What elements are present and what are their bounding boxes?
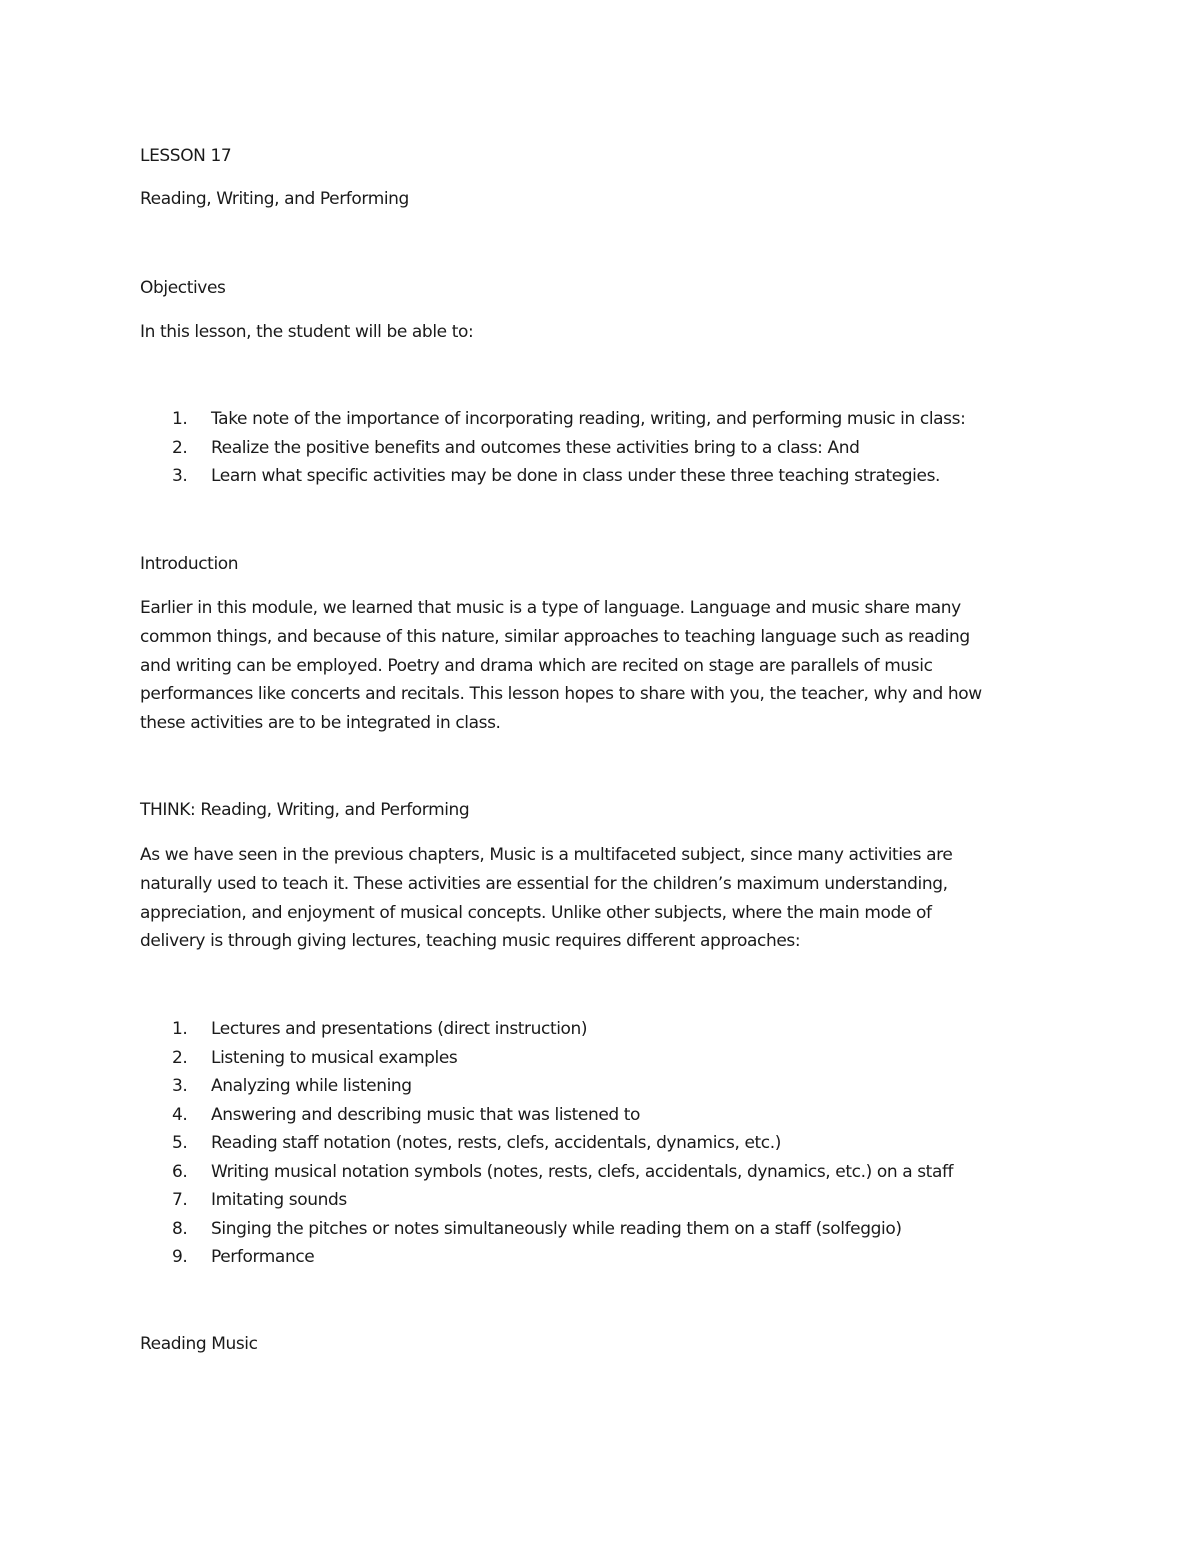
list-item-text: Realize the positive benefits and outcomes these activities bring to a class: And [211,437,860,458]
list-item-number: 3. [172,466,188,486]
objectives-intro: In this lesson, the student will be able to: [140,322,474,342]
list-item-text: Take note of the importance of incorporating reading, writing, and performing music in class: [211,409,966,429]
paragraph-line: delivery is through giving lectures, teaching music requires different approaches: [140,931,801,952]
list-item-number: 1. [172,409,188,429]
objectives-heading: Objectives [140,278,226,298]
paragraph-line: these activities are to be integrated in class. [140,713,501,734]
list-item-text: Reading staff notation (notes, rests, clefs, accidentals, dynamics, etc.) [211,1133,781,1153]
introduction-heading: Introduction [140,554,239,574]
list-item-number: 1. [172,1019,188,1039]
list-item-number: 2. [172,437,188,458]
list-item-text: Writing musical notation symbols (notes, rests, clefs, accidentals, dynamics, etc.) on a staff [211,1161,954,1182]
think-heading: THINK: Reading, Writing, and Performing [140,800,470,820]
list-item-number: 5. [172,1133,188,1153]
paragraph-line: common things, and because of this nature, similar approaches to teaching language such as reading [140,626,970,647]
list-item-text: Learn what specific activities may be done in class under these three teaching strategies. [211,466,941,486]
list-item-number: 8. [172,1218,188,1239]
paragraph-line: and writing can be employed. Poetry and drama which are recited on stage are parallels of music [140,655,933,676]
list-item-text: Lectures and presentations (direct instruction) [211,1019,588,1039]
paragraph-line: naturally used to teach it. These activities are essential for the children’s maximum understanding, [140,873,948,894]
paragraph-line: Earlier in this module, we learned that music is a type of language. Language and music share many [140,598,961,618]
list-item-text: Imitating sounds [211,1190,347,1210]
lesson-label: LESSON 17 [140,146,232,166]
think-paragraph [140,841,1050,956]
list-item-number: 9. [172,1247,188,1267]
list-item-number: 6. [172,1161,188,1182]
paragraph-line: appreciation, and enjoyment of musical concepts. Unlike other subjects, where the main mode of [140,902,932,923]
list-item-text: Answering and describing music that was listened to [211,1104,641,1125]
list-item-number: 2. [172,1047,188,1068]
lesson-title: Reading, Writing, and Performing [140,189,409,209]
list-item-text: Performance [211,1247,315,1267]
list-item-number: 7. [172,1190,188,1210]
list-item-number: 4. [172,1104,188,1125]
paragraph-line: performances like concerts and recitals. This lesson hopes to share with you, the teacher, why and how [140,684,982,705]
paragraph-line: As we have seen in the previous chapters, Music is a multifaceted subject, since many activities are [140,845,953,865]
list-item-text: Listening to musical examples [211,1047,458,1068]
list-item-text: Analyzing while listening [211,1076,412,1096]
list-item-text: Singing the pitches or notes simultaneously while reading them on a staff (solfeggio) [211,1218,902,1239]
list-item-number: 3. [172,1076,188,1096]
introduction-paragraph [140,594,1050,738]
reading-music-heading: Reading Music [140,1334,258,1354]
